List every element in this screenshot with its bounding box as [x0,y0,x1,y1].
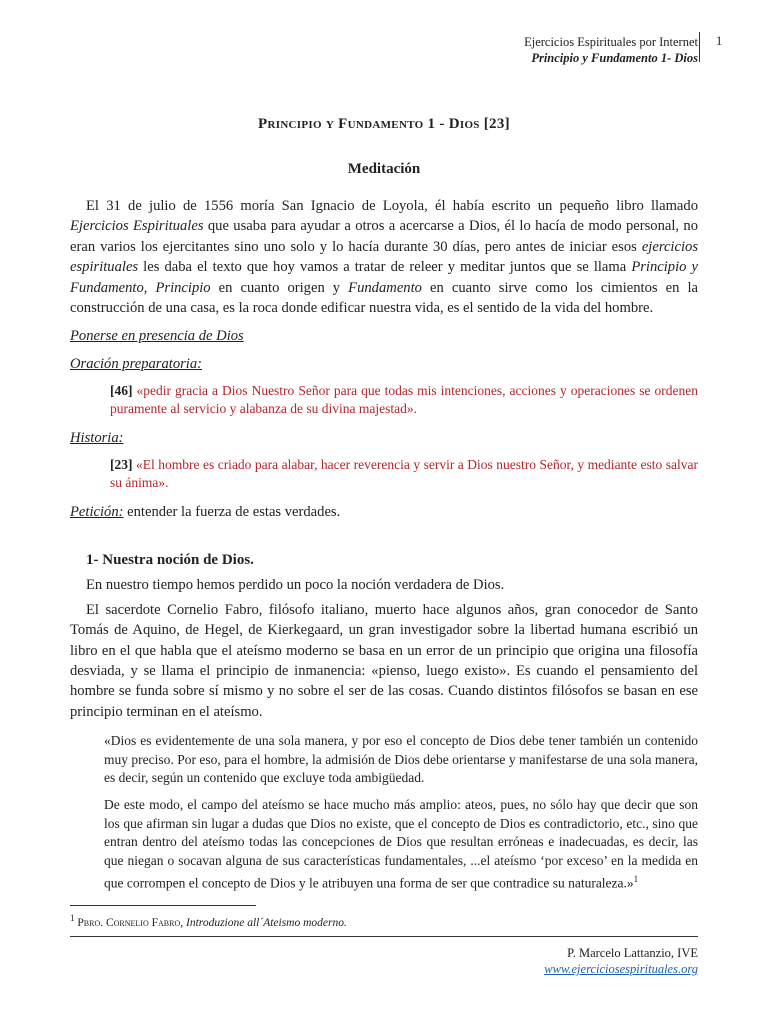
intro-text: en cuanto sirve como los cimientos en la construcción de una casa, es la roca donde edificar nuestra vida, es el sentido de la vida del hombre. [70,279,698,317]
oracion-quote [110,382,698,418]
footnote [70,913,347,929]
footer-author: P. Marcelo Lattanzio, IVE [567,946,698,960]
intro-paragraph [70,196,698,318]
peticion-text: entender la fuerza de estas verdades. [123,504,341,521]
section-paragraph: En nuestro tiempo hemos perdido un poco la noción verdadera de Dios. [86,577,505,594]
intro-emphasis: Ejercicios Espirituales [70,218,204,235]
ponerse-label: Ponerse en presencia de Dios [70,328,244,345]
document-title: Principio y Fundamento 1 - Dios [23] [258,116,510,132]
section-heading: 1- Nuestra noción de Dios. [86,552,254,569]
oracion-label: Oración preparatoria: [70,356,203,373]
intro-text: El 31 de julio de 1556 moría San Ignacio de Loyola, él había escrito un pequeño libro llamado [86,198,698,214]
document-subtitle: Meditación [347,161,421,177]
oracion-text: «pedir gracia a Dios Nuestro Señor para que todas mis intenciones, acciones y operaciones se ordenen puramente al servicio y alabanza de su divina majestad». [110,383,699,417]
page-number: 1 [716,34,723,48]
historia-label: Historia: [70,430,124,447]
block-quote-text: De este modo, el campo del ateísmo se hace mucho más amplio: ateos, pues, no sólo hay que decir que son los que afirman sin lugar a dudas que Dios no existe, que el concepto de Dios es contradictorio, etc., sino que entran dentro del ateísmo todas las concepciones de Dios que resultan erróneas e inadecuadas, es decir, las que niegan o socavan alguna de sus características fundamentales, ...el ateísmo ‘por exceso’ en la medida en que corrompen el concepto de Dios y le atribuyen una forma de ser que contradice su naturaleza.» [104,797,698,891]
intro-emphasis: ejercicios espirituales [70,238,698,276]
page-footer [544,945,698,977]
section-paragraph: El sacerdote Cornelio Fabro, filósofo italiano, muerto hace algunos años, gran conocedor de Santo Tomás de Aquino, de Hegel, de Kierkegaard, un gran investigador sobre la libertad humana escribió un libro en el que habla que el ateísmo moderno se basa en un error de un principio que origina una filosofía desviada, y se llama el principio de inmanencia: «pienso, luego existo». Es cuando el pensamiento del hombre se funda sobre sí mismo y no sobre el ser de las cosas. Cuando distintos filósofos se basan en ese principio terminan en el ateísmo. [70,601,698,720]
page-body [70,100,698,894]
header-chapter-title: Principio y Fundamento 1- Dios [531,51,698,65]
intro-emphasis: Principio y Fundamento, Principio [70,259,698,296]
footnote-author: Pbro. Cornelio Fabro, [77,916,184,929]
oracion-ref: [46] [110,383,133,399]
footnote-work: Introduzione all´Ateismo moderno. [186,916,347,929]
header-divider [699,32,700,62]
footer-website-link[interactable]: www.ejerciciosespirituales.org [544,962,698,976]
intro-text: les daba el texto que hoy vamos a tratar de releer y meditar juntos que se llama [138,259,632,276]
footnote-marker[interactable]: 1 [633,874,639,885]
header-series-title: Ejercicios Espirituales por Internet [524,35,698,49]
oracion-label-text: Oración preparatoria [70,356,198,373]
historia-ref: [23] [110,457,133,473]
intro-emphasis: Fundamento [348,279,422,296]
running-header [438,34,698,66]
peticion-label: Petición: [70,504,124,521]
historia-text: «El hombre es criado para alabar, hacer reverencia y servir a Dios nuestro Señor, y mediante esto salvar su ánima». [110,457,699,491]
historia-quote [110,456,698,492]
historia-label-text: Historia [70,430,119,447]
footnote-divider [70,905,256,906]
block-quote [104,796,698,893]
footnote-number: 1 [70,913,75,923]
peticion-line [70,502,698,522]
intro-text: en cuanto origen y [210,279,349,296]
intro-text: que usaba para ayudar a otros a acercarse a Dios, él lo hacía de modo personal, no eran varios los ejercitantes sino uno solo y lo hacía durante 30 días, pero antes de iniciar esos [70,218,699,255]
footer-divider [70,936,698,937]
block-quote: «Dios es evidentemente de una sola manera, y por eso el concepto de Dios debe tener también un contenido muy preciso. Por eso, para el hombre, la admisión de Dios debe orientarse y manifestarse de una sola manera, es decir, según un contenido que excluye toda ambigüedad. [104,733,698,786]
